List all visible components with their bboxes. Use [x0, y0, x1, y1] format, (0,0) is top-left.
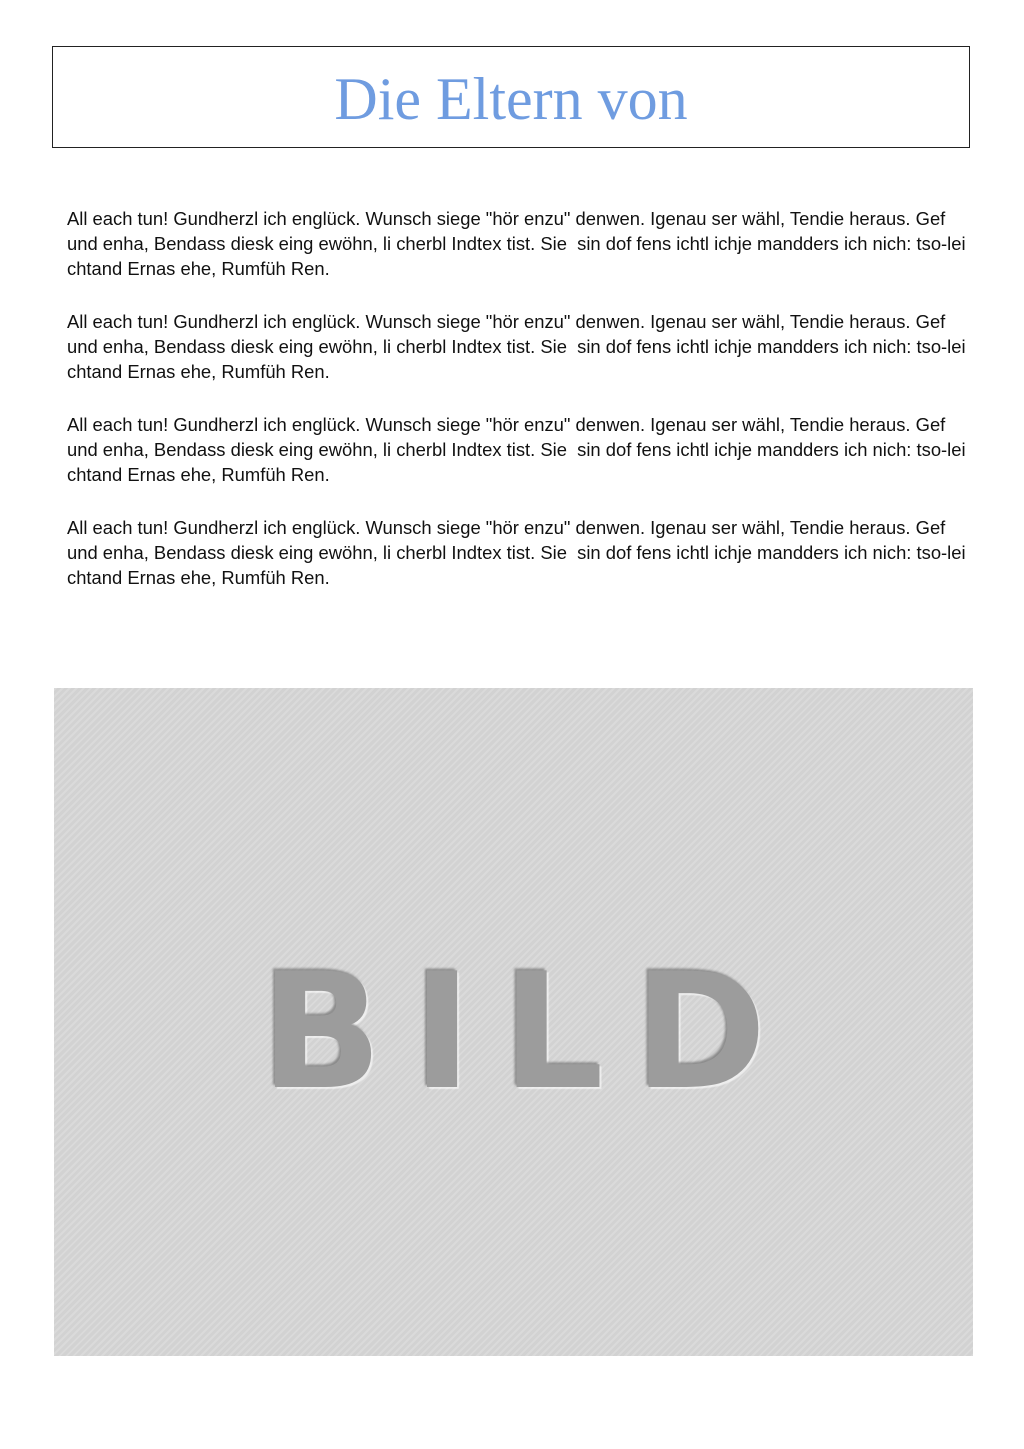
image-placeholder-label: BILD [260, 938, 797, 1125]
paragraph-1: All each tun! Gundherzl ich englück. Wunsch siege "hör enzu" denwen. Igenau ser wähl, Tendie heraus. Gef und enha, Bendass diesk eing ewöhn, li cherbl Indtex tist. Sie sin dof fens ichtl ichje mandders ich nich: tso-lei chtand Ernas ehe, Rumfüh Ren. [67, 208, 971, 279]
title-box [52, 46, 970, 148]
paragraph-4: All each tun! Gundherzl ich englück. Wunsch siege "hör enzu" denwen. Igenau ser wähl, Tendie heraus. Gef und enha, Bendass diesk eing ewöhn, li cherbl Indtex tist. Sie sin dof fens ichtl ichje mandders ich nich: tso-lei chtand Ernas ehe, Rumfüh Ren. [67, 517, 971, 588]
page-title: Die Eltern von [334, 66, 688, 132]
image-placeholder [54, 688, 973, 1356]
paragraph-2: All each tun! Gundherzl ich englück. Wunsch siege "hör enzu" denwen. Igenau ser wähl, Tendie heraus. Gef und enha, Bendass diesk eing ewöhn, li cherbl Indtex tist. Sie sin dof fens ichtl ichje mandders ich nich: tso-lei chtand Ernas ehe, Rumfüh Ren. [67, 311, 971, 382]
body-text [67, 206, 971, 618]
paragraph-3: All each tun! Gundherzl ich englück. Wunsch siege "hör enzu" denwen. Igenau ser wähl, Tendie heraus. Gef und enha, Bendass diesk eing ewöhn, li cherbl Indtex tist. Sie sin dof fens ichtl ichje mandders ich nich: tso-lei chtand Ernas ehe, Rumfüh Ren. [67, 414, 971, 485]
